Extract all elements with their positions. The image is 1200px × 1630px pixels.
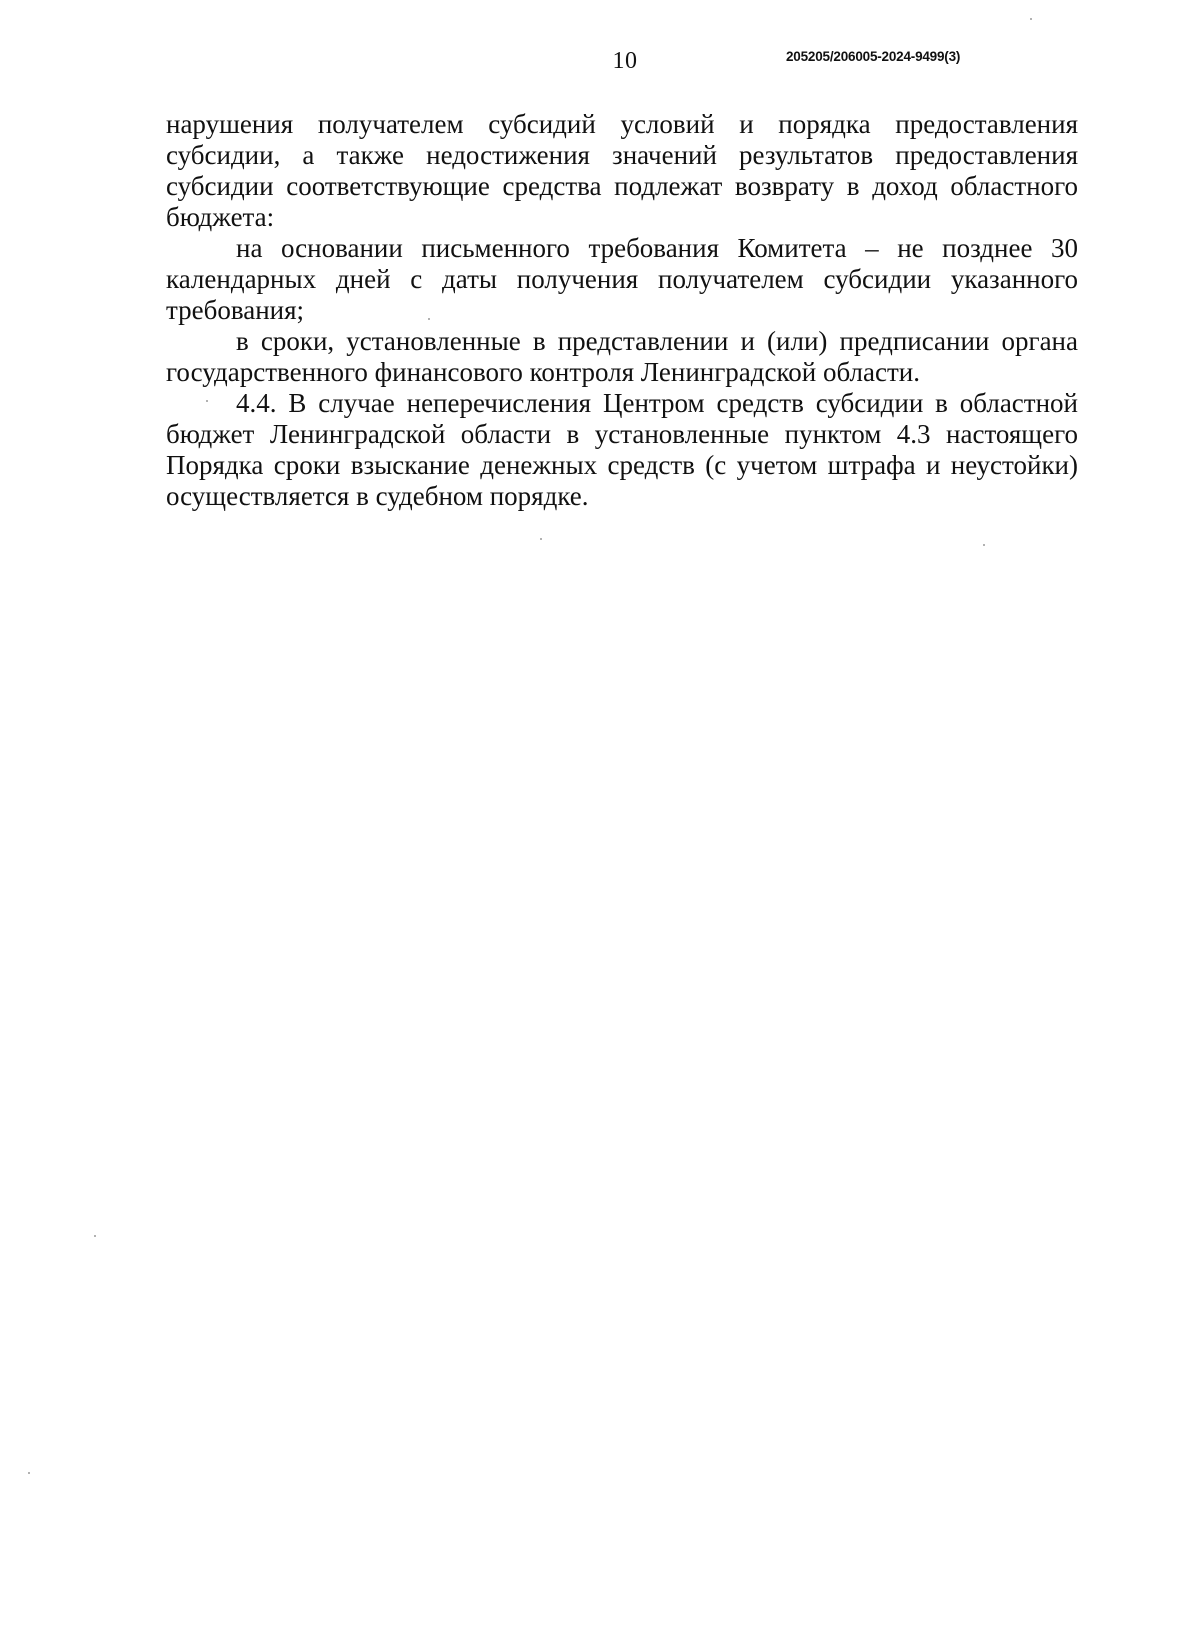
scan-speck: [428, 318, 430, 320]
scan-speck: [28, 1472, 30, 1474]
scan-speck: [540, 538, 542, 540]
paragraph-return-conditions: нарушения получателем субсидий условий и порядка предоставления субсидии, а также недостижения значений результатов предоставления субсидии соответствующие средства подлежат возврату в доход областного бюджета:: [166, 109, 1078, 232]
paragraph-control-body-terms: в сроки, установленные в представлении и (или) предписании органа государственного финансового контроля Ленинградской области.: [166, 326, 1078, 387]
scan-speck: [94, 1235, 96, 1237]
scan-speck: [206, 400, 208, 402]
paragraph-section-4-4: 4.4. В случае неперечисления Центром средств субсидии в областной бюджет Ленинградской области в установленные пунктом 4.3 настоящего Порядка сроки взыскание денежных средств (с учетом штрафа и неустойки) осуществляется в судебном порядке.: [166, 388, 1078, 511]
paragraph-committee-demand: на основании письменного требования Комитета – не позднее 30 календарных дней с даты получения получателем субсидии указанного требования;: [166, 233, 1078, 325]
page-number: 10: [612, 48, 638, 74]
document-body: [166, 109, 1078, 512]
document-registration-number: 205205/206005-2024-9499(3): [786, 49, 961, 64]
scan-speck: [983, 544, 985, 546]
scan-speck: [1030, 18, 1032, 20]
